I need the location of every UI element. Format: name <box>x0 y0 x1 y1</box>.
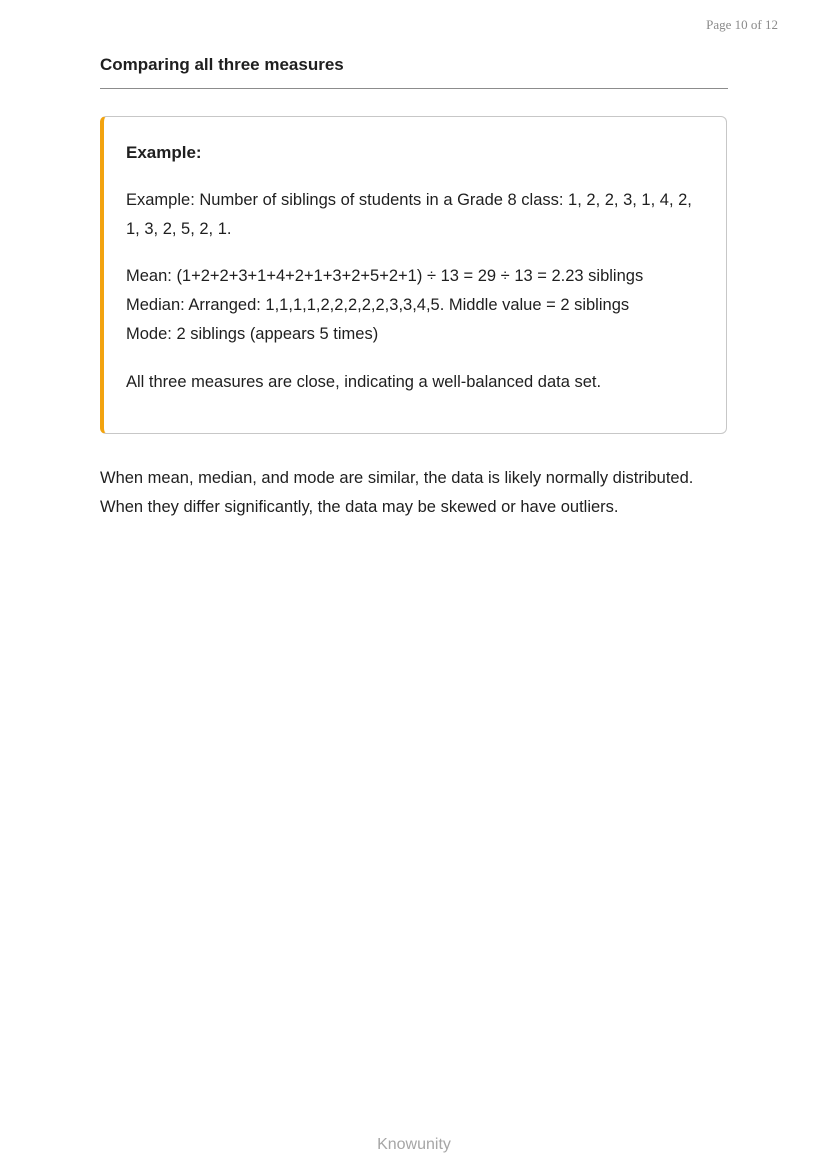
example-intro: Example: Number of siblings of students in a Grade 8 class: 1, 2, 2, 3, 1, 4, 2, 1, 3, 2, 5, 2, 1. <box>126 191 692 238</box>
example-conclusion: All three measures are close, indicating a well-balanced data set. <box>126 373 602 391</box>
example-heading: Example: <box>126 143 202 162</box>
example-calculations <box>126 262 706 349</box>
example-median: Median: Arranged: 1,1,1,1,2,2,2,2,2,3,3,4,5. Middle value = 2 siblings <box>126 296 630 314</box>
example-mean: Mean: (1+2+2+3+1+4+2+1+3+2+5+2+1) ÷ 13 = 29 ÷ 13 = 2.23 siblings <box>126 267 644 285</box>
footer-brand: Knowunity <box>377 1136 451 1153</box>
example-mode: Mode: 2 siblings (appears 5 times) <box>126 325 379 343</box>
section-title: Comparing all three measures <box>100 55 344 74</box>
page-number: Page 10 of 12 <box>706 17 778 32</box>
title-divider <box>100 88 728 89</box>
body-paragraph: When mean, median, and mode are similar, the data is likely normally distributed. When they differ significantly, the data may be skewed or have outliers. <box>100 469 694 516</box>
